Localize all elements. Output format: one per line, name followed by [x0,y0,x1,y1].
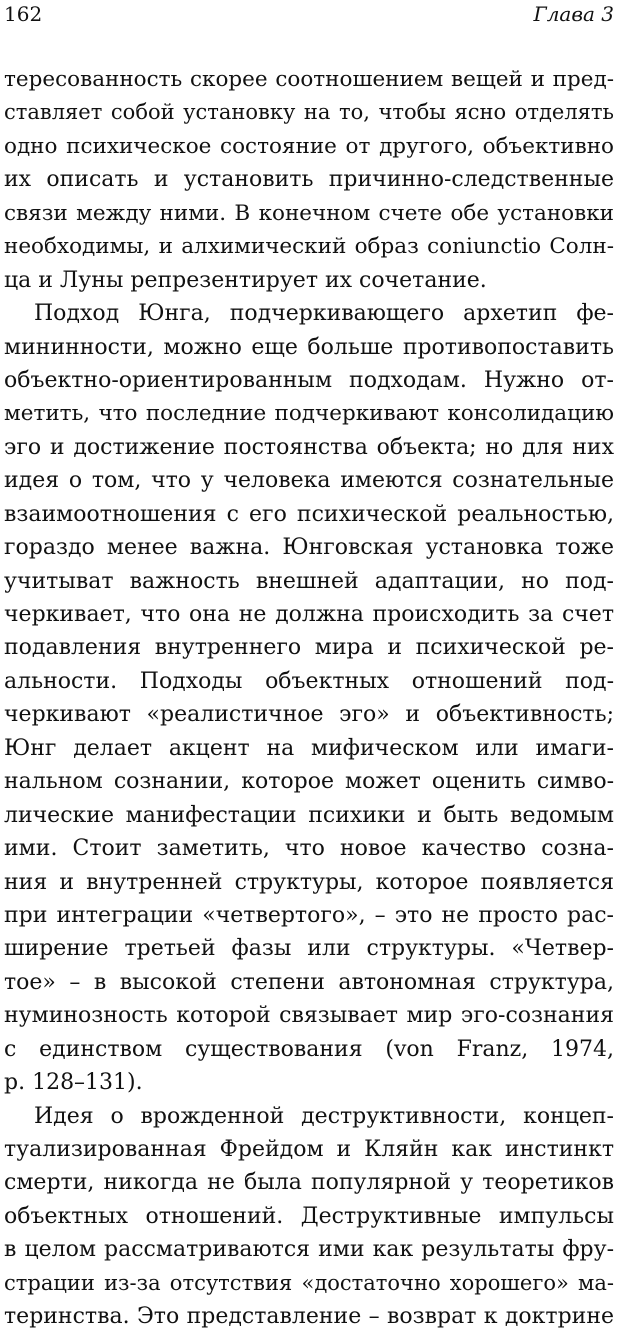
text-line: объектно-ориентированным подходам. Нужно от- [4,367,614,393]
text-line: альности. Подходы объектных отношений под- [4,668,614,694]
text-line: подавления внутреннего мира и психической ре- [4,635,614,661]
text-line: в целом рассматриваются ими как результаты фру- [4,1237,614,1263]
text-line: ширение третьей фазы или структуры. «Четвер- [4,936,614,962]
text-line: идея о том, что у человека имеются сознательные [4,468,614,494]
text-line: гораздо менее важна. Юнговская установка тоже [4,535,614,561]
text-line: Юнг делает акцент на мифическом или имаги- [4,735,614,761]
text-line: необходимы, и алхимический образ coniunctio Солн- [4,234,614,260]
text-line: черкивает, что она не должна происходить за счет [4,602,614,627]
text-line: ца и Луны репрезентирует их сочетание. [4,267,487,293]
text-line: черкивают «реалистичное эго» и объективность; [4,702,614,728]
text-line: эго и достижение постоянства объекта; но для них [4,434,614,460]
text-line: взаимоотношения с его психической реальностью, [4,501,614,527]
text-line: нуминозность которой связывает мир эго-сознания [4,1003,614,1029]
text-line: мининности, можно еще больше противопоставить [4,334,614,360]
book-page [4,0,614,1330]
text-line: туализированная Фрейдом и Кляйн как инстинкт [4,1137,614,1162]
chapter-title: Глава 3 [533,2,614,26]
text-line: объектных отношений. Деструктивные импульсы [4,1203,614,1229]
text-line: метить, что последние подчеркивают консолидацию [4,401,614,427]
text-line: смерти, никогда не была популярной у теоретиков [4,1170,614,1196]
text-line: одно психическое состояние от другого, объективно [4,133,614,159]
text-line: с единством существования (von Franz, 1974, [4,1036,614,1062]
text-line: ими. Стоит заметить, что новое качество созна- [4,836,614,862]
text-line: Подход Юнга, подчеркивающего архетип фе- [34,301,614,327]
text-line: теринства. Это представление – возврат к доктрине [4,1304,614,1330]
text-line: учитыват важность внешней адаптации, но под- [4,568,614,594]
page-header [4,0,614,40]
text-line: ставляет собой установку на то, чтобы ясно отделять [4,100,614,125]
text-line: при интеграции «четвертого», – это не просто рас- [4,902,614,928]
page-number: 162 [4,2,43,26]
text-line: лические манифестации психики и быть ведомым [4,802,614,828]
text-line: нальном сознании, которое может оценить симво- [4,769,614,795]
text-line: тересованность скорее соотношением вещей и пред- [4,67,614,92]
text-line: их описать и установить причинно-следственные [4,167,614,193]
text-line: страции из-за отсутствия «достаточно хорошего» ма- [4,1270,614,1295]
text-line: p. 128–131). [4,1070,143,1096]
text-line: связи между ними. В конечном счете обе установки [4,200,614,226]
text-line: Идея о врожденной деструктивности, концеп- [34,1103,614,1129]
body-text [4,63,614,1334]
text-line: ния и внутренней структуры, которое появляется [4,869,614,895]
text-line: тое» – в высокой степени автономная структура, [4,969,614,995]
